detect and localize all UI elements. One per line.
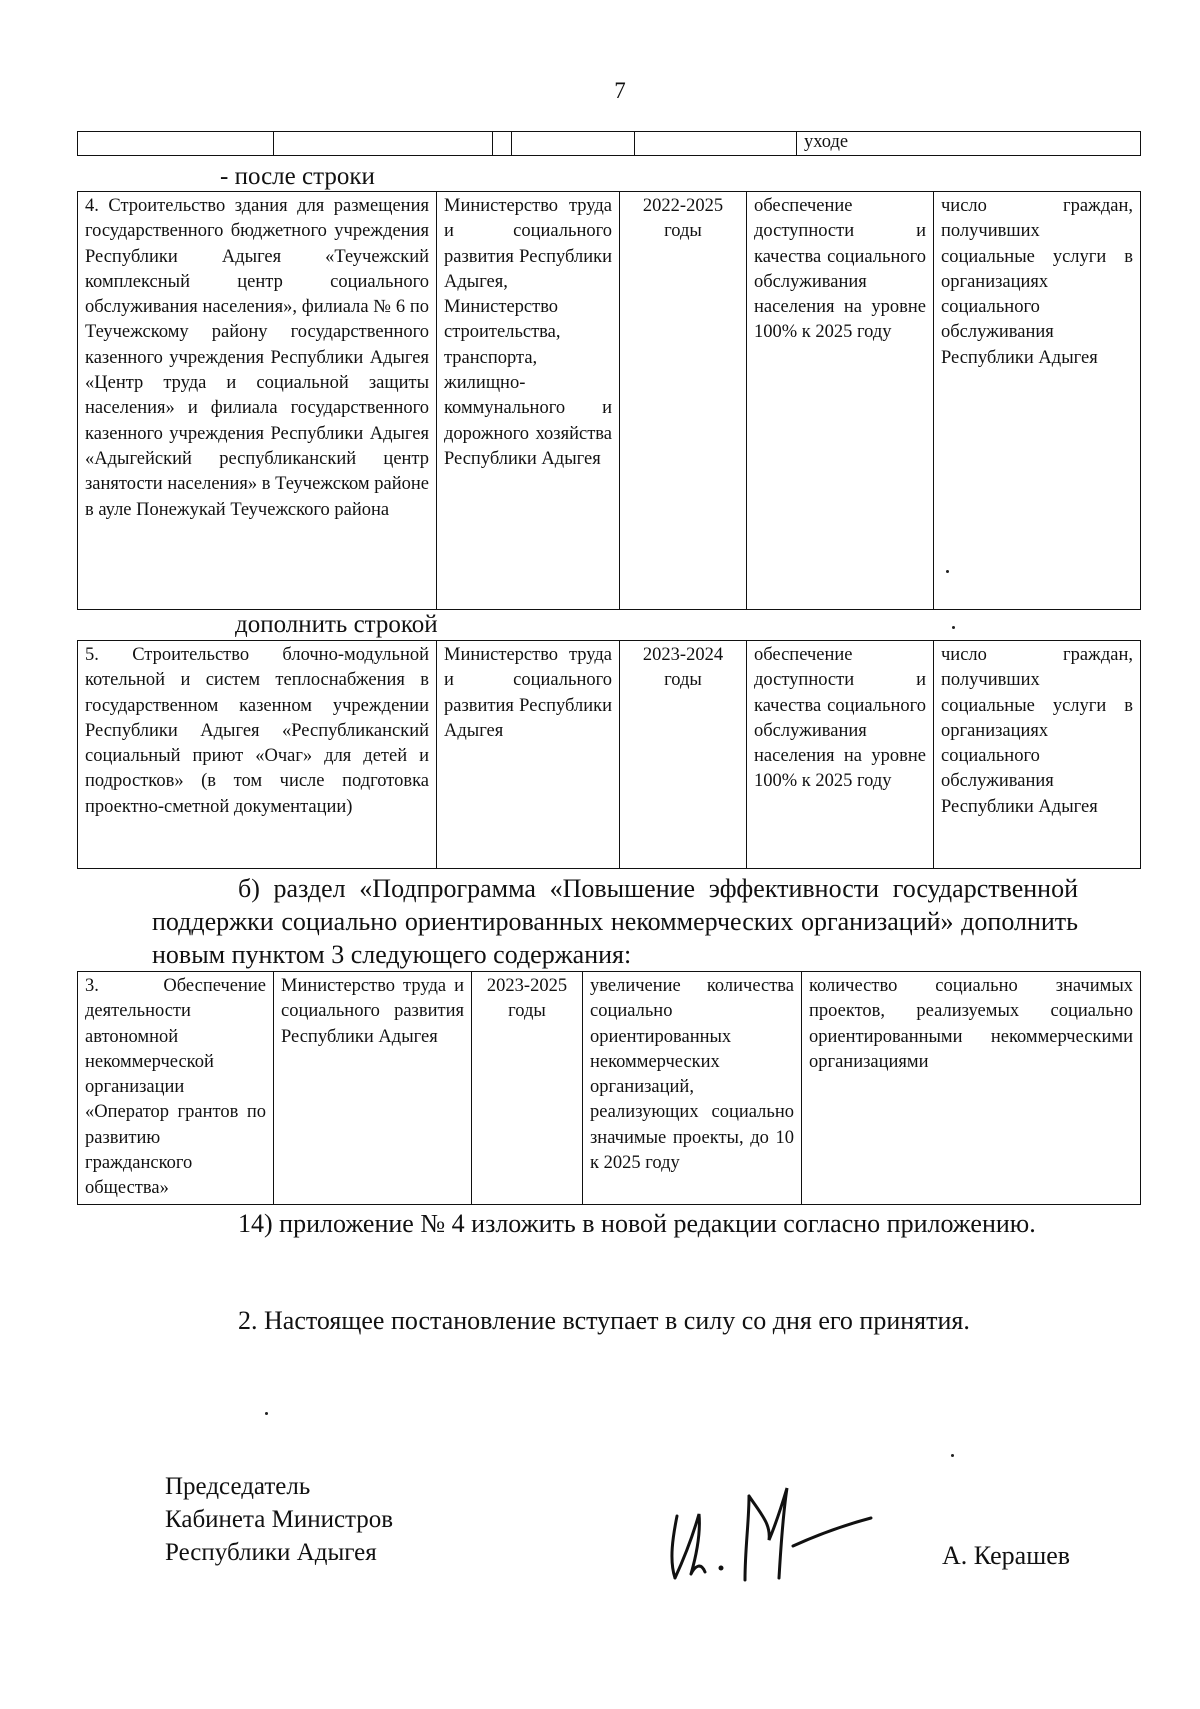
- row4-period: 2022-2025 годы: [620, 192, 747, 610]
- add-row-label: дополнить строкой: [235, 611, 438, 638]
- signatory-title-line1: Председатель: [165, 1473, 311, 1500]
- row5-goal: обеспечение доступности и качества социального обслуживания населения на уровне 100% к 2025 году: [747, 641, 934, 869]
- row3-description: 3. Обеспечение деятельности автономной некоммерческой организации «Оператор грантов по развитию гражданского общества»: [78, 972, 274, 1205]
- scan-dot: [952, 626, 955, 629]
- row3-executor: Министерство труда и социального развития Республики Адыгея: [274, 972, 472, 1205]
- handwritten-signature-icon: [665, 1474, 875, 1586]
- table-cell: [493, 132, 512, 156]
- row4-description: 4. Строительство здания для размещения государственного бюджетного учреждения Республики Адыгея «Теучежский комплексный центр социального обслуживания населения», филиала № 6 по Теучежскому району государственного казенного учреждения Республики Адыгея «Центр труда и социальной защиты населения» и филиала государственного казенного учреждения Республики Адыгея «Адыгейский республиканский центр занятости населения» в Теучежском районе в ауле Понежукай Теучежского района: [78, 192, 437, 610]
- table-cell: [274, 132, 493, 156]
- signatory-title-line2: Кабинета Министров: [165, 1506, 394, 1533]
- row3-goal: увеличение количества социально ориентированных некоммерческих организаций, реализующих социально значимые проекты, до 10 к 2025 году: [583, 972, 802, 1205]
- row5-executor: Министерство труда и социального развития Республики Адыгея: [437, 641, 620, 869]
- table-cell: [635, 132, 797, 156]
- row3-period: 2023-2025 годы: [472, 972, 583, 1205]
- table-row-4: [77, 191, 1141, 610]
- row3-indicator: количество социально значимых проектов, реализуемых социально ориентированными некоммерческими организациями: [802, 972, 1141, 1205]
- table-cell: [512, 132, 635, 156]
- row5-period: 2023-2024 годы: [620, 641, 747, 869]
- signature-block: [165, 1470, 393, 1569]
- scan-dot: [951, 1454, 954, 1457]
- table-cell-last: уходе: [797, 132, 1141, 156]
- row4-goal: обеспечение доступности и качества социального обслуживания населения на уровне 100% к 2025 году: [747, 192, 934, 610]
- table-cell: [78, 132, 274, 156]
- table-row-3: [77, 971, 1141, 1205]
- row4-executor: Министерство труда и социального развития Республики Адыгея, Министерство строительства, транспорта, жилищно-коммунального и дорожного хозяйства Республики Адыгея: [437, 192, 620, 610]
- section-b-paragraph: б) раздел «Подпрограмма «Повышение эффективности государственной поддержки социально ориентированных некоммерческих организаций» дополнить новым пунктом 3 следующего содержания:: [152, 874, 1078, 969]
- scan-dot: [265, 1412, 268, 1415]
- scan-dot: [946, 570, 949, 573]
- table-fragment-top: [77, 131, 1141, 156]
- after-row-label: - после строки: [220, 163, 375, 190]
- signatory-title-line3: Республики Адыгея: [165, 1539, 377, 1566]
- signer-name: А. Керашев: [942, 1541, 1071, 1570]
- page-number: 7: [614, 78, 626, 103]
- table-row-5: [77, 640, 1141, 869]
- row5-description: 5. Строительство блочно-модульной котельной и систем теплоснабжения в государственном казенном учреждении Республики Адыгея «Республиканский социальный приют «Очаг» для детей и подростков» (в том числе подготовка проектно-сметной документации): [78, 641, 437, 869]
- item-2-paragraph: 2. Настоящее постановление вступает в силу со дня его принятия.: [238, 1306, 970, 1335]
- row4-indicator: число граждан, получивших социальные услуги в организациях социального обслуживания Республики Адыгея: [934, 192, 1141, 610]
- row5-indicator: число граждан, получивших социальные услуги в организациях социального обслуживания Республики Адыгея: [934, 641, 1141, 869]
- item-14-paragraph: 14) приложение № 4 изложить в новой редакции согласно приложению.: [238, 1209, 1036, 1238]
